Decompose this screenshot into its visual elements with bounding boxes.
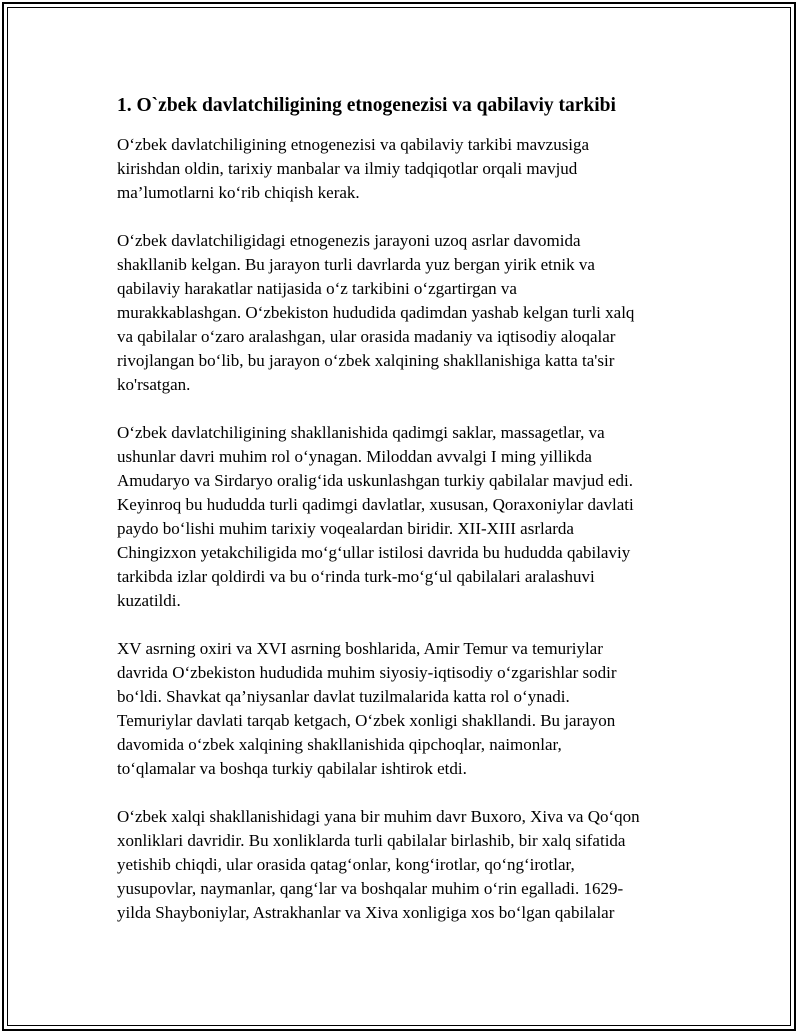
paragraph-line: Temuriylar davlati tarqab ketgach, O‘zbek xonligi shakllandi. Bu jarayon <box>117 711 616 730</box>
paragraph-line: yetishib chiqdi, ular orasida qatag‘onlar, kong‘irotlar, qo‘ng‘irotlar, <box>117 855 575 874</box>
paragraph-3 <box>117 421 692 613</box>
paragraph-2 <box>117 229 692 397</box>
paragraph-line: O‘zbek davlatchiligining etnogenezisi va qabilaviy tarkibi mavzusiga <box>117 135 590 154</box>
paragraph-line: murakkablashgan. O‘zbekiston hududida qadimdan yashab kelgan turli xalq <box>117 303 635 322</box>
paragraph-line: qabilaviy harakatlar natijasida o‘z tarkibini o‘zgartirgan va <box>117 279 517 298</box>
paragraph-line: rivojlangan bo‘lib, bu jarayon o‘zbek xalqining shakllanishiga katta ta'sir <box>117 351 615 370</box>
paragraph-line: tarkibda izlar qoldirdi va bu o‘rinda turk-mo‘g‘ul qabilalari aralashuvi <box>117 567 595 586</box>
paragraph-line: davomida o‘zbek xalqining shakllanishida qipchoqlar, naimonlar, <box>117 735 562 754</box>
paragraph-line: to‘qlamalar va boshqa turkiy qabilalar ishtirok etdi. <box>117 759 467 778</box>
paragraph-line: O‘zbek davlatchiligining shakllanishida qadimgi saklar, massagetlar, va <box>117 423 605 442</box>
paragraph-line: paydo bo‘lishi muhim tarixiy voqealardan biridir. XII-XIII asrlarda <box>117 519 574 538</box>
paragraph-line: Amudaryo va Sirdaryo oralig‘ida uskunlashgan turkiy qabilalar mavjud edi. <box>117 471 634 490</box>
paragraph-line: yilda Shayboniylar, Astrakhanlar va Xiva xonligiga xos bo‘lgan qabilalar <box>117 903 615 922</box>
paragraph-line: ko'rsatgan. <box>117 375 191 394</box>
paragraph-line: xonliklari davridir. Bu xonliklarda turli qabilalar birlashib, bir xalq sifatida <box>117 831 626 850</box>
paragraph-line: O‘zbek xalqi shakllanishidagi yana bir muhim davr Buxoro, Xiva va Qo‘qon <box>117 807 640 826</box>
paragraph-line: O‘zbek davlatchiligidagi etnogenezis jarayoni uzoq asrlar davomida <box>117 231 581 250</box>
paragraph-4 <box>117 637 692 781</box>
paragraph-line: bo‘ldi. Shavkat qa’niysanlar davlat tuzilmalarida katta rol o‘ynadi. <box>117 687 570 706</box>
paragraph-1 <box>117 133 692 205</box>
paragraph-line: shakllanib kelgan. Bu jarayon turli davrlarda yuz bergan yirik etnik va <box>117 255 595 274</box>
section-heading: 1. O`zbek davlatchiligining etnogenezisi va qabilaviy tarkibi <box>117 95 616 116</box>
paragraph-line: XV asrning oxiri va XVI asrning boshlarida, Amir Temur va temuriylar <box>117 639 603 658</box>
paragraph-line: Chingizxon yetakchiligida mo‘g‘ullar istilosi davrida bu hududda qabilaviy <box>117 543 631 562</box>
paragraph-5 <box>117 805 692 925</box>
paragraph-line: kirishdan oldin, tarixiy manbalar va ilmiy tadqiqotlar orqali mavjud <box>117 159 578 178</box>
paragraph-line: Keyinroq bu hududda turli qadimgi davlatlar, xususan, Qoraxoniylar davlati <box>117 495 634 514</box>
paragraph-line: ma’lumotlarni ko‘rib chiqish kerak. <box>117 183 360 202</box>
paragraph-line: va qabilalar o‘zaro aralashgan, ular orasida madaniy va iqtisodiy aloqalar <box>117 327 616 346</box>
paragraph-line: davrida O‘zbekiston hududida muhim siyosiy-iqtisodiy o‘zgarishlar sodir <box>117 663 617 682</box>
paragraph-line: yusupovlar, naymanlar, qang‘lar va boshqalar muhim o‘rin egalladi. 1629- <box>117 879 624 898</box>
document-body <box>117 92 692 949</box>
paragraph-line: kuzatildi. <box>117 591 181 610</box>
paragraph-line: ushunlar davri muhim rol o‘ynagan. Miloddan avvalgi I ming yillikda <box>117 447 592 466</box>
